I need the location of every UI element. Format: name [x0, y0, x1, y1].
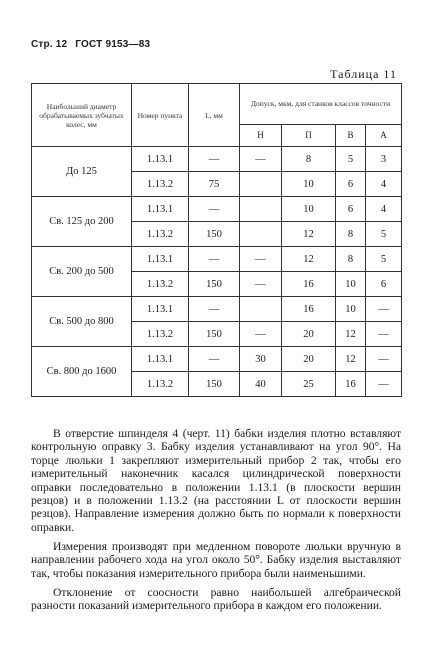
l-cell: 150 [189, 372, 240, 397]
col-header-tolerance: Допуск, мкм, для станков классов точности [240, 84, 402, 125]
p-cell: 16 [282, 272, 336, 297]
l-cell: — [189, 347, 240, 372]
item-cell: 1.13.1 [132, 347, 189, 372]
v-cell: 12 [336, 347, 366, 372]
n-cell: — [240, 147, 282, 172]
body-paragraph [31, 427, 401, 534]
a-cell: — [366, 372, 402, 397]
table-row [32, 347, 402, 372]
l-cell: — [189, 197, 240, 222]
a-cell: 3 [366, 147, 402, 172]
col-header-diameter: Наибольший диаметр обрабатываемых зубчатых колес, мм [32, 84, 132, 147]
size-cell: Св. 500 до 800 [32, 297, 132, 347]
p-cell: 25 [282, 372, 336, 397]
v-cell: 8 [336, 222, 366, 247]
item-cell: 1.13.2 [132, 172, 189, 197]
p-cell: 10 [282, 197, 336, 222]
col-header-L: L, мм [189, 84, 240, 147]
p-cell: 12 [282, 222, 336, 247]
size-cell: Св. 200 до 500 [32, 247, 132, 297]
n-cell: — [240, 322, 282, 347]
col-header-class: В [336, 124, 366, 146]
table-row [32, 147, 402, 172]
col-header-item: Номер пункта [132, 84, 189, 147]
v-cell: 10 [336, 297, 366, 322]
n-cell [240, 197, 282, 222]
p-cell: 16 [282, 297, 336, 322]
n-cell [240, 172, 282, 197]
p-cell: 20 [282, 322, 336, 347]
v-cell: 10 [336, 272, 366, 297]
a-cell: — [366, 322, 402, 347]
paragraph-text: Отклонение от соосности равно наибольшей алгебраической разности показаний измерительного прибора в каждом его положении. [31, 586, 401, 613]
l-cell: — [189, 147, 240, 172]
col-header-class: П [282, 124, 336, 146]
a-cell: 5 [366, 222, 402, 247]
v-cell: 5 [336, 147, 366, 172]
v-cell: 8 [336, 247, 366, 272]
n-cell: — [240, 247, 282, 272]
l-cell: — [189, 297, 240, 322]
item-cell: 1.13.2 [132, 272, 189, 297]
l-cell: 150 [189, 322, 240, 347]
table-row [32, 297, 402, 322]
n-cell [240, 297, 282, 322]
item-cell: 1.13.2 [132, 372, 189, 397]
p-cell: 12 [282, 247, 336, 272]
n-cell: 40 [240, 372, 282, 397]
table-row [32, 197, 402, 222]
v-cell: 6 [336, 172, 366, 197]
l-cell: 150 [189, 272, 240, 297]
page-number: Стр. 12 [31, 39, 68, 50]
page-header [31, 39, 155, 50]
item-cell: 1.13.2 [132, 322, 189, 347]
p-cell: 20 [282, 347, 336, 372]
paragraph-text: Измерения производят при медленном повороте люльки вручную в направлении рабочего хода на угол около 50°. Бабку изделия выставляют так, чтобы показания измерительного прибора были наименьшими. [31, 540, 401, 580]
item-cell: 1.13.2 [132, 222, 189, 247]
p-cell: 10 [282, 172, 336, 197]
col-header-class: Н [240, 124, 282, 146]
size-cell: Св. 800 до 1600 [32, 347, 132, 397]
table-row [32, 247, 402, 272]
standard-code: ГОСТ 9153—83 [75, 39, 151, 50]
paragraph-text: В отверстие шпинделя 4 (черт. 11) бабки изделия плотно вставляют контрольную оправку 3. Бабку изделия устанавливают на угол 90°. На торце люльки 1 закрепляют измерительный прибор 2 так, чтобы его измерительный наконечник касался цилиндрической поверхности оправки последовательно в положении 1.13.1 (в плоскости вершин резцов) и в положении 1.13.2 (на расстоянии L от плоскости вершин резцов). Направление измерения должно быть по нормали к поверхности оправки. [31, 427, 401, 534]
a-cell: 6 [366, 272, 402, 297]
a-cell: 5 [366, 247, 402, 272]
a-cell: — [366, 297, 402, 322]
v-cell: 16 [336, 372, 366, 397]
a-cell: — [366, 347, 402, 372]
n-cell: 30 [240, 347, 282, 372]
item-cell: 1.13.1 [132, 297, 189, 322]
v-cell: 12 [336, 322, 366, 347]
l-cell: — [189, 247, 240, 272]
item-cell: 1.13.1 [132, 197, 189, 222]
n-cell: — [240, 272, 282, 297]
l-cell: 150 [189, 222, 240, 247]
table-caption: Таблица 11 [330, 67, 397, 81]
a-cell: 4 [366, 172, 402, 197]
p-cell: 8 [282, 147, 336, 172]
v-cell: 6 [336, 197, 366, 222]
item-cell: 1.13.1 [132, 147, 189, 172]
item-cell: 1.13.1 [132, 247, 189, 272]
col-header-class: А [366, 124, 402, 146]
size-cell: Св. 125 до 200 [32, 197, 132, 247]
size-cell: До 125 [32, 147, 132, 197]
body-paragraph [31, 586, 401, 613]
tolerance-table [31, 83, 402, 397]
l-cell: 75 [189, 172, 240, 197]
n-cell [240, 222, 282, 247]
a-cell: 4 [366, 197, 402, 222]
body-paragraph [31, 540, 401, 580]
